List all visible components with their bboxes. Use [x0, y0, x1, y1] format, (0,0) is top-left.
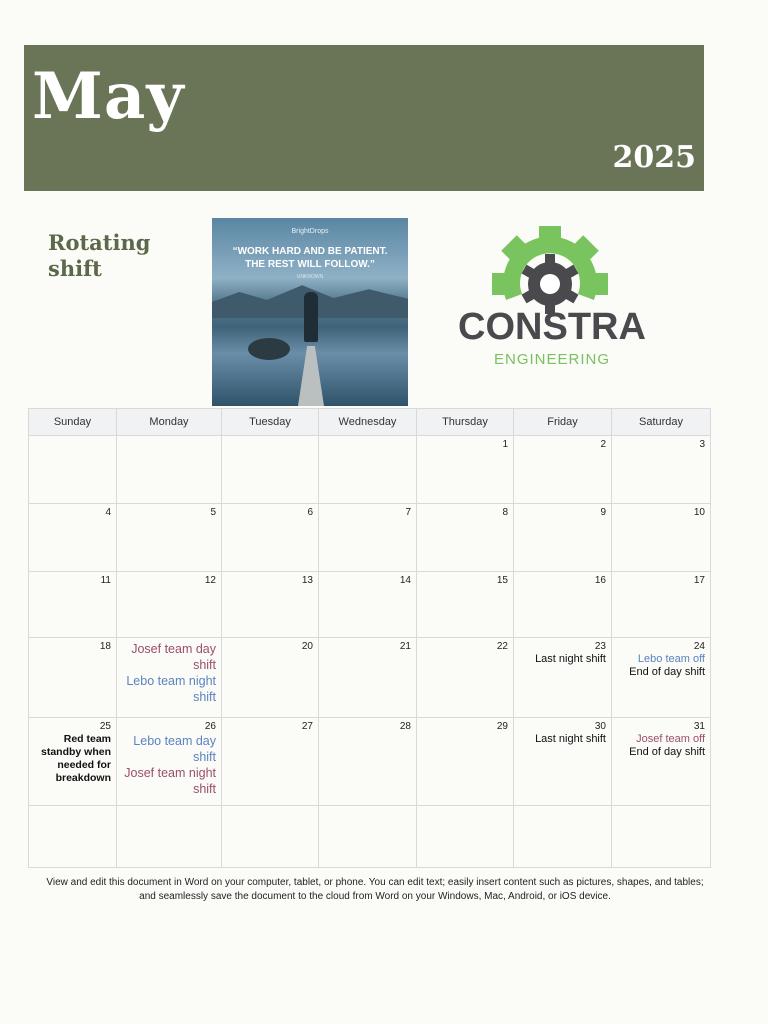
day-cell[interactable] — [222, 806, 319, 868]
day-cell[interactable] — [514, 638, 612, 718]
day-cell[interactable] — [117, 806, 222, 868]
day-cell[interactable] — [29, 572, 117, 638]
day-number: 27 — [301, 721, 313, 732]
day-number: 20 — [301, 641, 313, 652]
day-cell[interactable] — [319, 638, 417, 718]
day-number: 29 — [496, 721, 508, 732]
month-calendar-table — [28, 408, 711, 868]
shift-event: Lebo team day shift — [133, 734, 216, 764]
day-number: 11 — [100, 575, 111, 586]
day-cell[interactable] — [612, 504, 711, 572]
day-number: 12 — [204, 575, 216, 586]
day-cell[interactable] — [222, 638, 319, 718]
logo-name: CONSTRA — [458, 306, 646, 348]
day-cell[interactable] — [417, 572, 514, 638]
day-number: 25 — [99, 721, 111, 732]
quote-brand: BrightDrops — [291, 228, 329, 235]
day-cell[interactable] — [319, 718, 417, 806]
weekday-header: Thursday — [417, 409, 514, 436]
day-cell[interactable] — [417, 504, 514, 572]
day-cell[interactable] — [514, 572, 612, 638]
week-row — [29, 638, 711, 718]
day-cell[interactable] — [612, 718, 711, 806]
logo-tagline: ENGINEERING — [493, 351, 610, 368]
weekday-header: Tuesday — [222, 409, 319, 436]
weekday-header-row — [29, 409, 711, 436]
week-row — [29, 436, 711, 504]
day-number: 26 — [204, 721, 216, 732]
week-row — [29, 572, 711, 638]
day-number: 31 — [693, 721, 705, 732]
day-number: 1 — [502, 439, 508, 450]
week-row — [29, 504, 711, 572]
day-number: 24 — [693, 641, 705, 652]
day-number: 14 — [399, 575, 411, 586]
weekday-header: Monday — [117, 409, 222, 436]
day-number: 10 — [693, 507, 705, 518]
day-cell[interactable] — [612, 436, 711, 504]
quote-author: UNKNOWN — [296, 274, 324, 280]
day-cell[interactable] — [222, 718, 319, 806]
day-number: 22 — [496, 641, 508, 652]
day-cell[interactable] — [117, 572, 222, 638]
day-cell[interactable] — [222, 504, 319, 572]
calendar-body — [29, 436, 711, 868]
day-number: 18 — [99, 641, 111, 652]
shift-event: Josef team night shift — [124, 766, 216, 796]
day-number: 15 — [496, 575, 508, 586]
month-title: May — [32, 59, 185, 134]
day-number: 3 — [699, 439, 705, 450]
day-cell[interactable] — [29, 638, 117, 718]
day-number: 23 — [594, 641, 606, 652]
calendar-subtitle: Rotating shift — [48, 230, 151, 281]
shift-event: End of day shift — [629, 666, 705, 678]
day-number: 30 — [594, 721, 606, 732]
rock-shape — [248, 338, 290, 360]
day-cell[interactable] — [117, 638, 222, 718]
weekday-header: Wednesday — [319, 409, 417, 436]
day-cell[interactable] — [117, 504, 222, 572]
day-cell[interactable] — [612, 638, 711, 718]
day-number: 7 — [405, 507, 411, 518]
day-cell[interactable] — [222, 436, 319, 504]
shift-event: Josef team day shift — [131, 642, 216, 672]
day-number: 13 — [301, 575, 313, 586]
day-cell[interactable] — [319, 572, 417, 638]
day-cell[interactable] — [612, 572, 711, 638]
day-cell[interactable] — [417, 806, 514, 868]
day-cell[interactable] — [117, 436, 222, 504]
day-cell[interactable] — [319, 436, 417, 504]
shift-event: Last night shift — [535, 733, 606, 745]
shift-event: Red team standby when needed for breakdown — [40, 733, 111, 784]
day-cell[interactable] — [417, 436, 514, 504]
day-cell[interactable] — [417, 638, 514, 718]
motivational-quote-image — [212, 218, 408, 406]
day-cell[interactable] — [319, 504, 417, 572]
day-number: 28 — [399, 721, 411, 732]
day-number: 17 — [693, 575, 705, 586]
shift-event: Last night shift — [535, 653, 606, 665]
day-number: 9 — [600, 507, 606, 518]
day-number: 6 — [307, 507, 313, 518]
day-number: 4 — [105, 507, 111, 518]
month-header-band — [24, 45, 704, 191]
day-number: 5 — [210, 507, 216, 518]
day-number: 2 — [600, 439, 606, 450]
day-cell[interactable] — [117, 718, 222, 806]
week-row — [29, 806, 711, 868]
day-cell[interactable] — [612, 806, 711, 868]
day-number: 8 — [502, 507, 508, 518]
footer-note: View and edit this document in Word on your computer, tablet, or phone. You can edit text; easily insert content such as pictures, shapes, and tables; and seamlessly save the document to the cloud from Word on your Windows, Mac, Android, or iOS device. — [46, 877, 704, 902]
year-title: 2025 — [612, 140, 696, 175]
quote-text: “WORK HARD AND BE PATIENT. THE REST WILL FOLLOW.” — [232, 246, 388, 270]
day-cell[interactable] — [29, 504, 117, 572]
weekday-header: Saturday — [612, 409, 711, 436]
day-number: 21 — [399, 641, 411, 652]
day-cell[interactable] — [514, 806, 612, 868]
day-number: 16 — [594, 575, 606, 586]
person-silhouette — [304, 292, 318, 342]
day-cell[interactable] — [319, 806, 417, 868]
day-cell[interactable] — [514, 436, 612, 504]
weekday-header: Friday — [514, 409, 612, 436]
day-cell[interactable] — [222, 572, 319, 638]
day-cell[interactable] — [29, 718, 117, 806]
weekday-header: Sunday — [29, 409, 117, 436]
day-cell[interactable] — [417, 718, 514, 806]
stone-path-shape — [298, 346, 324, 406]
week-row — [29, 718, 711, 806]
day-cell[interactable] — [29, 436, 117, 504]
shift-event: Lebo team night shift — [126, 674, 216, 704]
shift-event: End of day shift — [629, 746, 705, 758]
shift-event: Josef team off — [636, 733, 705, 745]
shift-event: Lebo team off — [637, 653, 705, 665]
day-cell[interactable] — [29, 806, 117, 868]
day-cell[interactable] — [514, 504, 612, 572]
day-cell[interactable] — [514, 718, 612, 806]
